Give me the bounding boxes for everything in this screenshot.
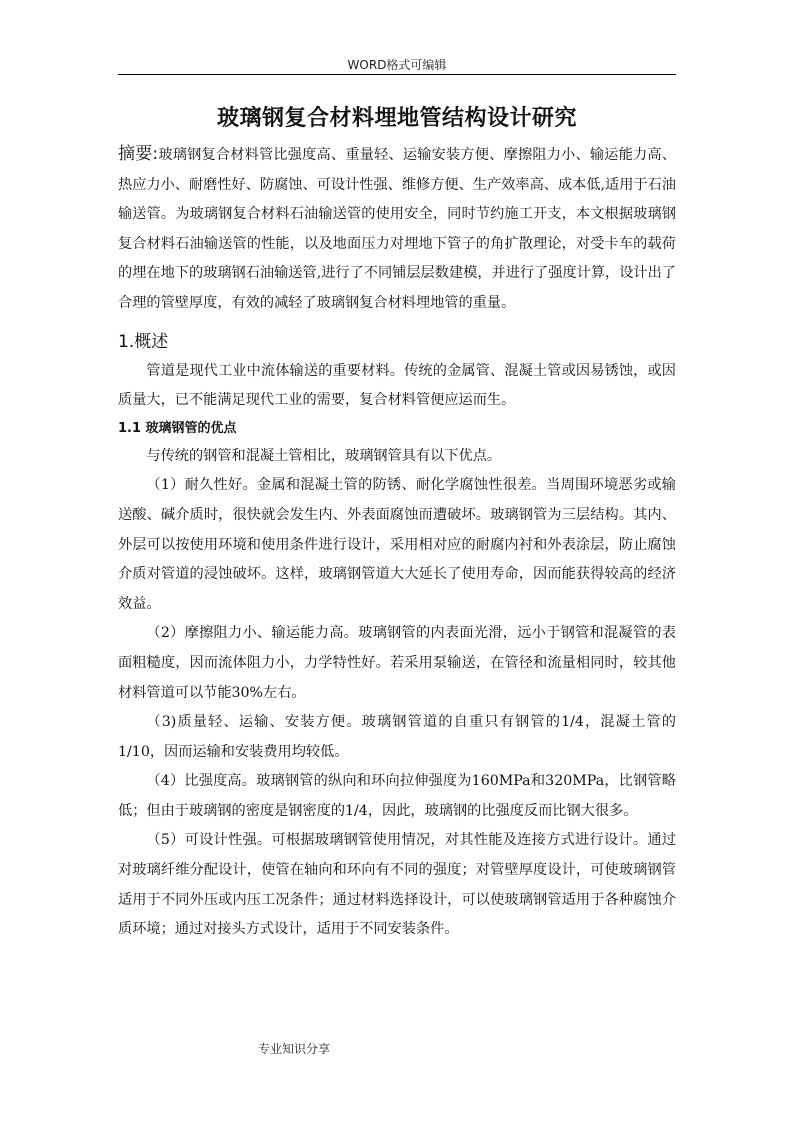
section-heading: 1.概述: [118, 331, 169, 352]
abstract-text: 玻璃钢复合材料管比强度高、重量轻、运输安装方便、摩擦阻力小、输运能力高、热应力小、耐磨性好、防腐蚀、可设计性强、维修方便、生产效率高、成本低,适用于石油输送管。为玻璃钢复合材料石油输送管的使用安全，同时节约施工开支，本文根据玻璃钢复合材料石油输送管的性能，以及地面压力对埋地下管子的角扩散理论，对受卡车的载荷的埋在地下的玻璃钢石油输送管,进行了不同铺层层数建模，并进行了强度计算，设计出了合理的管壁厚度，有效的减轻了玻璃钢复合材料埋地管的重量。: [118, 147, 676, 311]
page-footer: 专业知识分享: [258, 1042, 331, 1056]
advantage-item-1: （1）耐久性好。金属和混凝土管的防锈、耐化学腐蚀性很差。当周围环境恶劣或输送酸、碱介质时，很快就会发生内、外表面腐蚀而遭破坏。玻璃钢管为三层结构。其内、外层可以按使用环境和使用条件进行设计，采用相对应的耐腐内衬和外表涂层，防止腐蚀介质对管道的浸蚀破坏。这样，玻璃钢管道大大延长了使用寿命，因而能获得较高的经济效益。: [118, 477, 676, 612]
document-body: [118, 140, 676, 945]
subsection-heading: 1.1 玻璃钢管的优点: [118, 420, 237, 436]
advantage-item-4: （4）比强度高。玻璃钢管的纵向和环向拉伸强度为160MPa和320MPa，比钢管略低；但由于玻璃钢的密度是钢密度的1/4，因此，玻璃钢的比强度反而比钢大很多。: [118, 773, 676, 819]
header-divider: [118, 74, 676, 75]
document-title: 玻璃钢复合材料埋地管结构设计研究: [216, 106, 577, 131]
page-header: WORD格式可编辑: [347, 58, 447, 72]
advantage-item-3: （3)质量轻、运输、安装方便。玻璃钢管道的自重只有钢管的1/4，混凝土管的1/10，因而运输和安装费用均较低。: [118, 714, 676, 760]
section-intro: 管道是现代工业中流体输送的重要材料。传统的金属管、混凝土管或因易锈蚀，或因质量大，已不能满足现代工业的需要，复合材料管便应运而生。: [118, 362, 676, 409]
abstract-paragraph: [118, 140, 676, 319]
subsection-intro: 与传统的钢管和混凝土管相比，玻璃钢管具有以下优点。: [146, 447, 502, 464]
advantage-item-5: （5）可设计性强。可根据玻璃钢管使用情况，对其性能及连接方式进行设计。通过对玻璃纤维分配设计，使管在轴向和环向有不同的强度；对管壁厚度设计，可使玻璃钢管适用于不同外压或内压工况条件；通过材料选择设计，可以使玻璃钢管适用于各种腐蚀介质环境；通过对接头方式设计，适用于不同安装条件。: [118, 832, 676, 938]
advantage-item-2: （2）摩擦阻力小、输运能力高。玻璃钢管的内表面光滑，远小于钢管和混凝管的表面粗糙度，因而流体阻力小，力学特性好。若采用泵输送，在管径和流量相同时，较其他材料管道可以节能30%左右。: [118, 625, 676, 701]
abstract-label: 摘要:: [118, 144, 159, 164]
